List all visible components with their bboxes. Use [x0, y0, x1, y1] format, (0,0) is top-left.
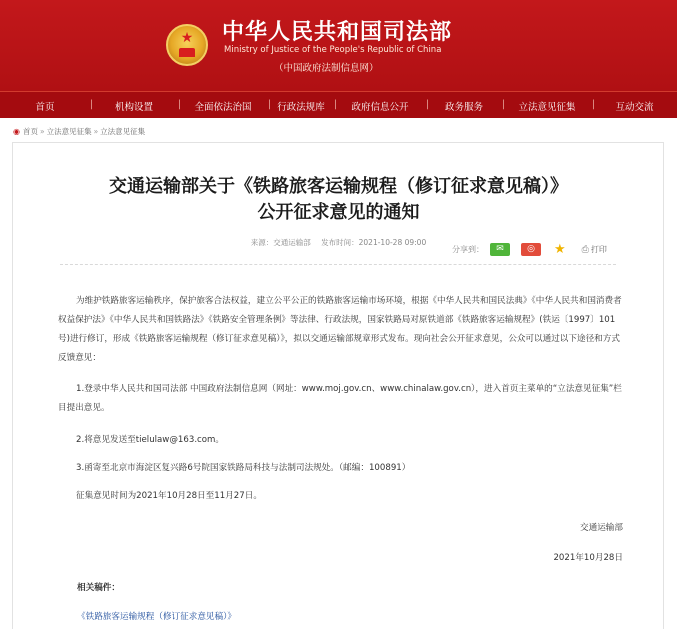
article-title-line2: 公开征求意见的通知 [257, 202, 420, 223]
breadcrumb-section[interactable]: 立法意见征集 [46, 127, 92, 136]
nav-item-home[interactable]: 首页 [35, 101, 55, 113]
nav-item-legislation-feedback[interactable]: | 立法意见征集 [502, 99, 592, 113]
site-header [0, 0, 677, 91]
attachments-heading: 相关稿件： [77, 583, 120, 593]
location-pin-icon: ◉ [13, 127, 20, 136]
signature-org: 交通运输部 [580, 523, 623, 533]
article-title-line1: 交通运输部关于《铁路旅客运输规程（修订征求意见稿）》 [109, 176, 568, 197]
breadcrumb-home[interactable]: 首页 [22, 127, 38, 136]
breadcrumb-current[interactable]: 立法意见征集 [100, 127, 146, 136]
article-source: 来源：交通运输部 [250, 238, 311, 247]
share-label: 分享到： [452, 245, 484, 254]
main-nav [0, 91, 677, 118]
article-point-3: 3.函寄至北京市海淀区复兴路6号院国家铁路局科技与法制司法规处。（邮编：100891） [76, 463, 411, 473]
print-label: 打印 [590, 245, 607, 254]
signature-date: 2021年10月28日 [553, 553, 623, 563]
site-title[interactable]: 中华人民共和国司法部 [222, 19, 453, 45]
wechat-share-icon[interactable]: ✉ [490, 243, 510, 256]
attachment-link[interactable]: 《铁路旅客运输规程（修订征求意见稿）》 [77, 612, 236, 622]
article-publish-time: 发布时间：2021-10-28 09:00 [321, 238, 427, 247]
article-point-1: 1.登录中华人民共和国司法部 中国政府法制信息网（网址：www.moj.gov.cn、www.chinalaw.gov.cn），进入首页主菜单的“立法意见征集”栏目提出意见。 [58, 384, 622, 413]
share-bar [452, 243, 607, 256]
article-point-2: 2.将意见发送至tielulaw@163.com。 [76, 435, 224, 445]
article-intro-paragraph: 为维护铁路旅客运输秩序，保护旅客合法权益，建立公平公正的铁路旅客运输市场环境，根据《中华人民共和国民法典》《中华人民共和国消费者权益保护法》《中华人民共和国铁路法》《铁路安全管理条例》等法律、行政法规，国家铁路局对原铁道部《铁路旅客运输规程》(铁运〔1997〕101号)进行修订，形成《铁路旅客运输规程（修订征求意见稿）》，拟以交通运输部规章形式发布。现向社会公开征求意见，公众可以通过以下途径和方式反馈意见： [58, 296, 622, 363]
favorite-star-icon[interactable]: ★ [554, 242, 566, 257]
nav-item-services[interactable]: | 政务服务 [426, 99, 502, 113]
breadcrumb [0, 123, 677, 140]
nav-item-gov-info[interactable]: | 政府信息公开 [334, 99, 426, 113]
breadcrumb-separator: » [93, 127, 99, 136]
site-title-english: Ministry of Justice of the People's Republic of China [224, 45, 442, 55]
breadcrumb-separator: » [39, 127, 45, 136]
article-deadline: 征集意见时间为2021年10月28日至11月27日。 [76, 491, 262, 501]
nav-item-rule-of-law[interactable]: | 全面依法治国 [178, 99, 268, 113]
weibo-share-icon[interactable]: ◎ [521, 243, 541, 256]
nav-item-interaction[interactable]: | 互动交流 [592, 99, 677, 113]
nav-item-regulations[interactable]: | 行政法规库 [268, 99, 334, 113]
site-subtitle: （中国政府法制信息网） [274, 63, 379, 74]
national-emblem-icon: ★ [166, 24, 208, 66]
printer-icon: ⎙ [581, 244, 589, 255]
meta-divider [60, 264, 616, 265]
print-button[interactable] [582, 244, 607, 255]
nav-item-organization[interactable]: | 机构设置 [90, 99, 178, 113]
